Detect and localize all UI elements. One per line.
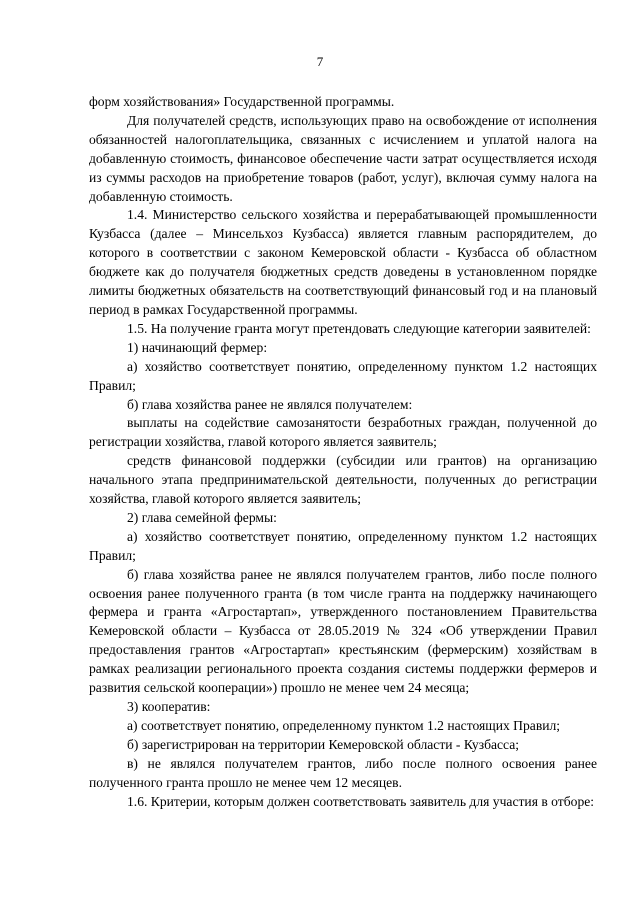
paragraph: форм хозяйствования» Государственной программы. <box>89 94 395 109</box>
paragraph: 2) глава семейной фермы: <box>127 509 277 525</box>
paragraph: в) не являлся получателем грантов, либо после полного освоения ранее полученного гранта прошло не менее чем 12 месяцев. <box>89 755 597 790</box>
paragraph: 1.6. Критерии, которым должен соответствовать заявитель для участия в отборе: <box>127 793 595 809</box>
page-number: 7 <box>316 54 324 69</box>
paragraph: 1.4. Министерство сельского хозяйства и перерабатывающей промышленности Кузбасса (далее – Минсельхоз Кузбасса) является главным распорядителем, до которого в соответствии с законом Кемеровской области - Кузбасса об областном бюджете как до получателя бюджетных средств доведены в установленном порядке лимиты бюджетных обязательств на соответствующий финансовый год и на плановый период в рамках Государственной программы. <box>89 207 597 317</box>
paragraph: б) зарегистрирован на территории Кемеровской области - Кузбасса; <box>127 736 520 752</box>
paragraph: б) глава хозяйства ранее не являлся получателем: <box>127 396 413 412</box>
paragraph: 1) начинающий фермер: <box>127 339 268 355</box>
paragraph: выплаты на содействие самозанятости безработных граждан, полученной до регистрации хозяйства, главой которого является заявитель; <box>89 415 597 450</box>
body-text <box>89 93 597 811</box>
paragraph: а) хозяйство соответствует понятию, определенному пунктом 1.2 настоящих Правил; <box>89 358 597 393</box>
paragraph: 3) кооператив: <box>127 699 211 714</box>
paragraph: б) глава хозяйства ранее не являлся получателем грантов, либо после полного освоения ранее полученного гранта (в том числе гранта на поддержку начинающего фермера и гранта «Агростартап», утвержденного постановлением Правительства Кемеровской области – Кузбасса от 28.05.2019 № 324 «Об утверждении Правил предоставления грантов «Агростартап» крестьянским (фермерским) хозяйствам в рамках реализации регионального проекта создания системы поддержки фермеров и развития сельской кооперации») прошло не менее чем 24 месяца; <box>89 566 597 696</box>
paragraph: средств финансовой поддержки (субсидии или грантов) на организацию начального этапа предпринимательской деятельности, полученных до регистрации хозяйства, главой которого является заявитель; <box>89 453 597 507</box>
paragraph: а) соответствует понятию, определенному пунктом 1.2 настоящих Правил; <box>127 717 561 733</box>
paragraph: Для получателей средств, использующих право на освобождение от исполнения обязанностей налогоплательщика, связанных с исчислением и уплатой налога на добавленную стоимость, финансовое обеспечение части затрат осуществляется исходя из суммы расходов на приобретение товаров (работ, услуг), включая сумму налога на добавленную стоимость. <box>89 112 597 204</box>
paragraph: а) хозяйство соответствует понятию, определенному пунктом 1.2 настоящих Правил; <box>89 528 597 563</box>
paragraph: 1.5. На получение гранта могут претендовать следующие категории заявителей: <box>127 320 591 336</box>
